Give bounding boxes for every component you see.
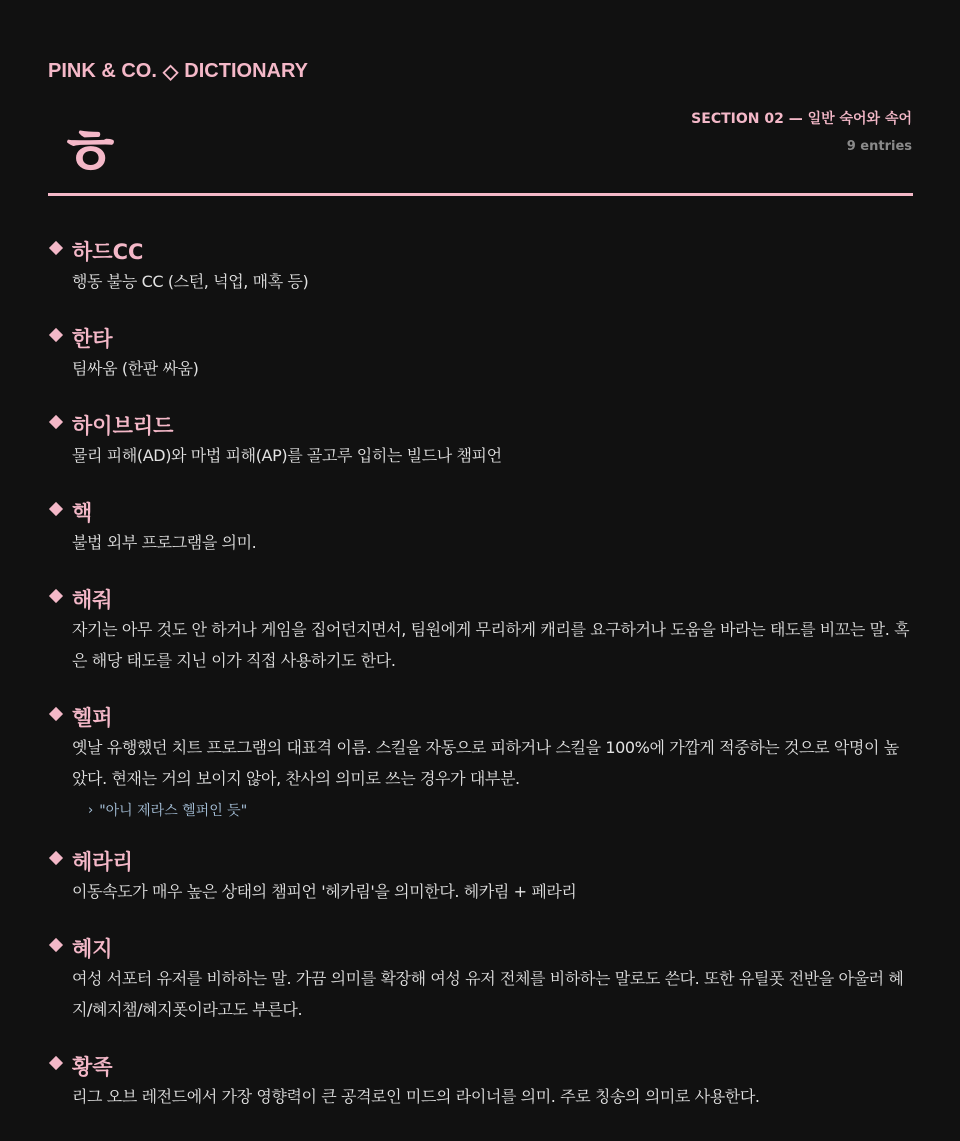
entry-definition: 행동 불능 CC (스턴, 넉업, 매혹 등) [72, 272, 309, 291]
entry-head [48, 497, 913, 527]
entry-term: 황족 [72, 1055, 113, 1079]
chevron-right-icon: › [88, 802, 94, 818]
entry-definition: 불법 외부 프로그램을 의미. [72, 533, 257, 552]
entry-definition: 리그 오브 레전드에서 가장 영향력이 큰 공격로인 미드의 라이너를 의미. 주로 칭송의 의미로 사용한다. [72, 1087, 760, 1106]
diamond-bullet-icon [49, 938, 63, 952]
diamond-bullet-icon [49, 241, 63, 255]
brand-name: PINK & CO. [48, 60, 157, 82]
entry-count: 9 entries [846, 139, 912, 154]
entry-head [48, 323, 913, 353]
entry-term: 한타 [72, 327, 113, 351]
entry-definition: 팀싸움 (한판 싸움) [72, 359, 199, 378]
entry-term: 헬퍼 [72, 706, 113, 730]
entry [48, 584, 913, 676]
diamond-bullet-icon [49, 1056, 63, 1070]
diamond-outline-icon: ◇ [162, 60, 179, 83]
entry [48, 236, 913, 297]
entry-term: 혜지 [72, 937, 113, 961]
entry-head [48, 1051, 913, 1081]
entry-definition: 이동속도가 매우 높은 상태의 챔피언 '헤카림'을 의미한다. 헤카림 + 페라리 [72, 882, 577, 901]
entry-head [48, 410, 913, 440]
entry-term: 하이브리드 [72, 414, 174, 438]
brand-subtitle: DICTIONARY [184, 60, 308, 82]
entry-definition: 여성 서포터 유저를 비하하는 말. 가끔 의미를 확장해 여성 유저 전체를 비하하는 말로도 쓴다. 또한 유틸폿 전반을 아울러 혜지/혜지챔/혜지폿이라고도 부른다. [72, 969, 904, 1019]
entry-term: 핵 [72, 501, 93, 525]
entry-head [48, 846, 913, 876]
diamond-bullet-icon [49, 851, 63, 865]
entry-list [48, 236, 913, 1138]
entry [48, 933, 913, 1025]
entry-head [48, 584, 913, 614]
entry-term: 하드CC [72, 240, 144, 264]
entry-term: 해줘 [72, 588, 113, 612]
entry-head [48, 236, 913, 266]
entry [48, 410, 913, 471]
entry [48, 1051, 913, 1112]
section-letter: ㅎ [58, 114, 122, 191]
diamond-bullet-icon [49, 415, 63, 429]
entry [48, 323, 913, 384]
brand-header [48, 60, 308, 83]
entry-head [48, 702, 913, 732]
header-divider [48, 193, 913, 196]
diamond-bullet-icon [49, 502, 63, 516]
diamond-bullet-icon [49, 707, 63, 721]
entry [48, 702, 913, 820]
diamond-bullet-icon [49, 328, 63, 342]
entry-term: 헤라리 [72, 850, 133, 874]
diamond-bullet-icon [49, 589, 63, 603]
entry-example [88, 800, 913, 820]
entry-definition: 옛날 유행했던 치트 프로그램의 대표격 이름. 스킬을 자동으로 피하거나 스킬을 100%에 가깝게 적중하는 것으로 악명이 높았다. 현재는 거의 보이지 않아, 찬사의 의미로 쓰는 경우가 대부분. [72, 738, 899, 788]
entry-definition: 자기는 아무 것도 안 하거나 게임을 집어던지면서, 팀원에게 무리하게 캐리를 요구하거나 도움을 바라는 태도를 비꼬는 말. 혹은 해당 태도를 지닌 이가 직접 사용하기도 한다. [72, 620, 910, 670]
example-text: "아니 제라스 헬퍼인 듯" [99, 803, 248, 819]
entry-definition: 물리 피해(AD)와 마법 피해(AP)를 골고루 입히는 빌드나 챔피언 [72, 446, 502, 465]
section-label: SECTION 02 — 일반 숙어와 속어 [691, 111, 912, 127]
entry [48, 497, 913, 558]
entry-head [48, 933, 913, 963]
entry [48, 846, 913, 907]
